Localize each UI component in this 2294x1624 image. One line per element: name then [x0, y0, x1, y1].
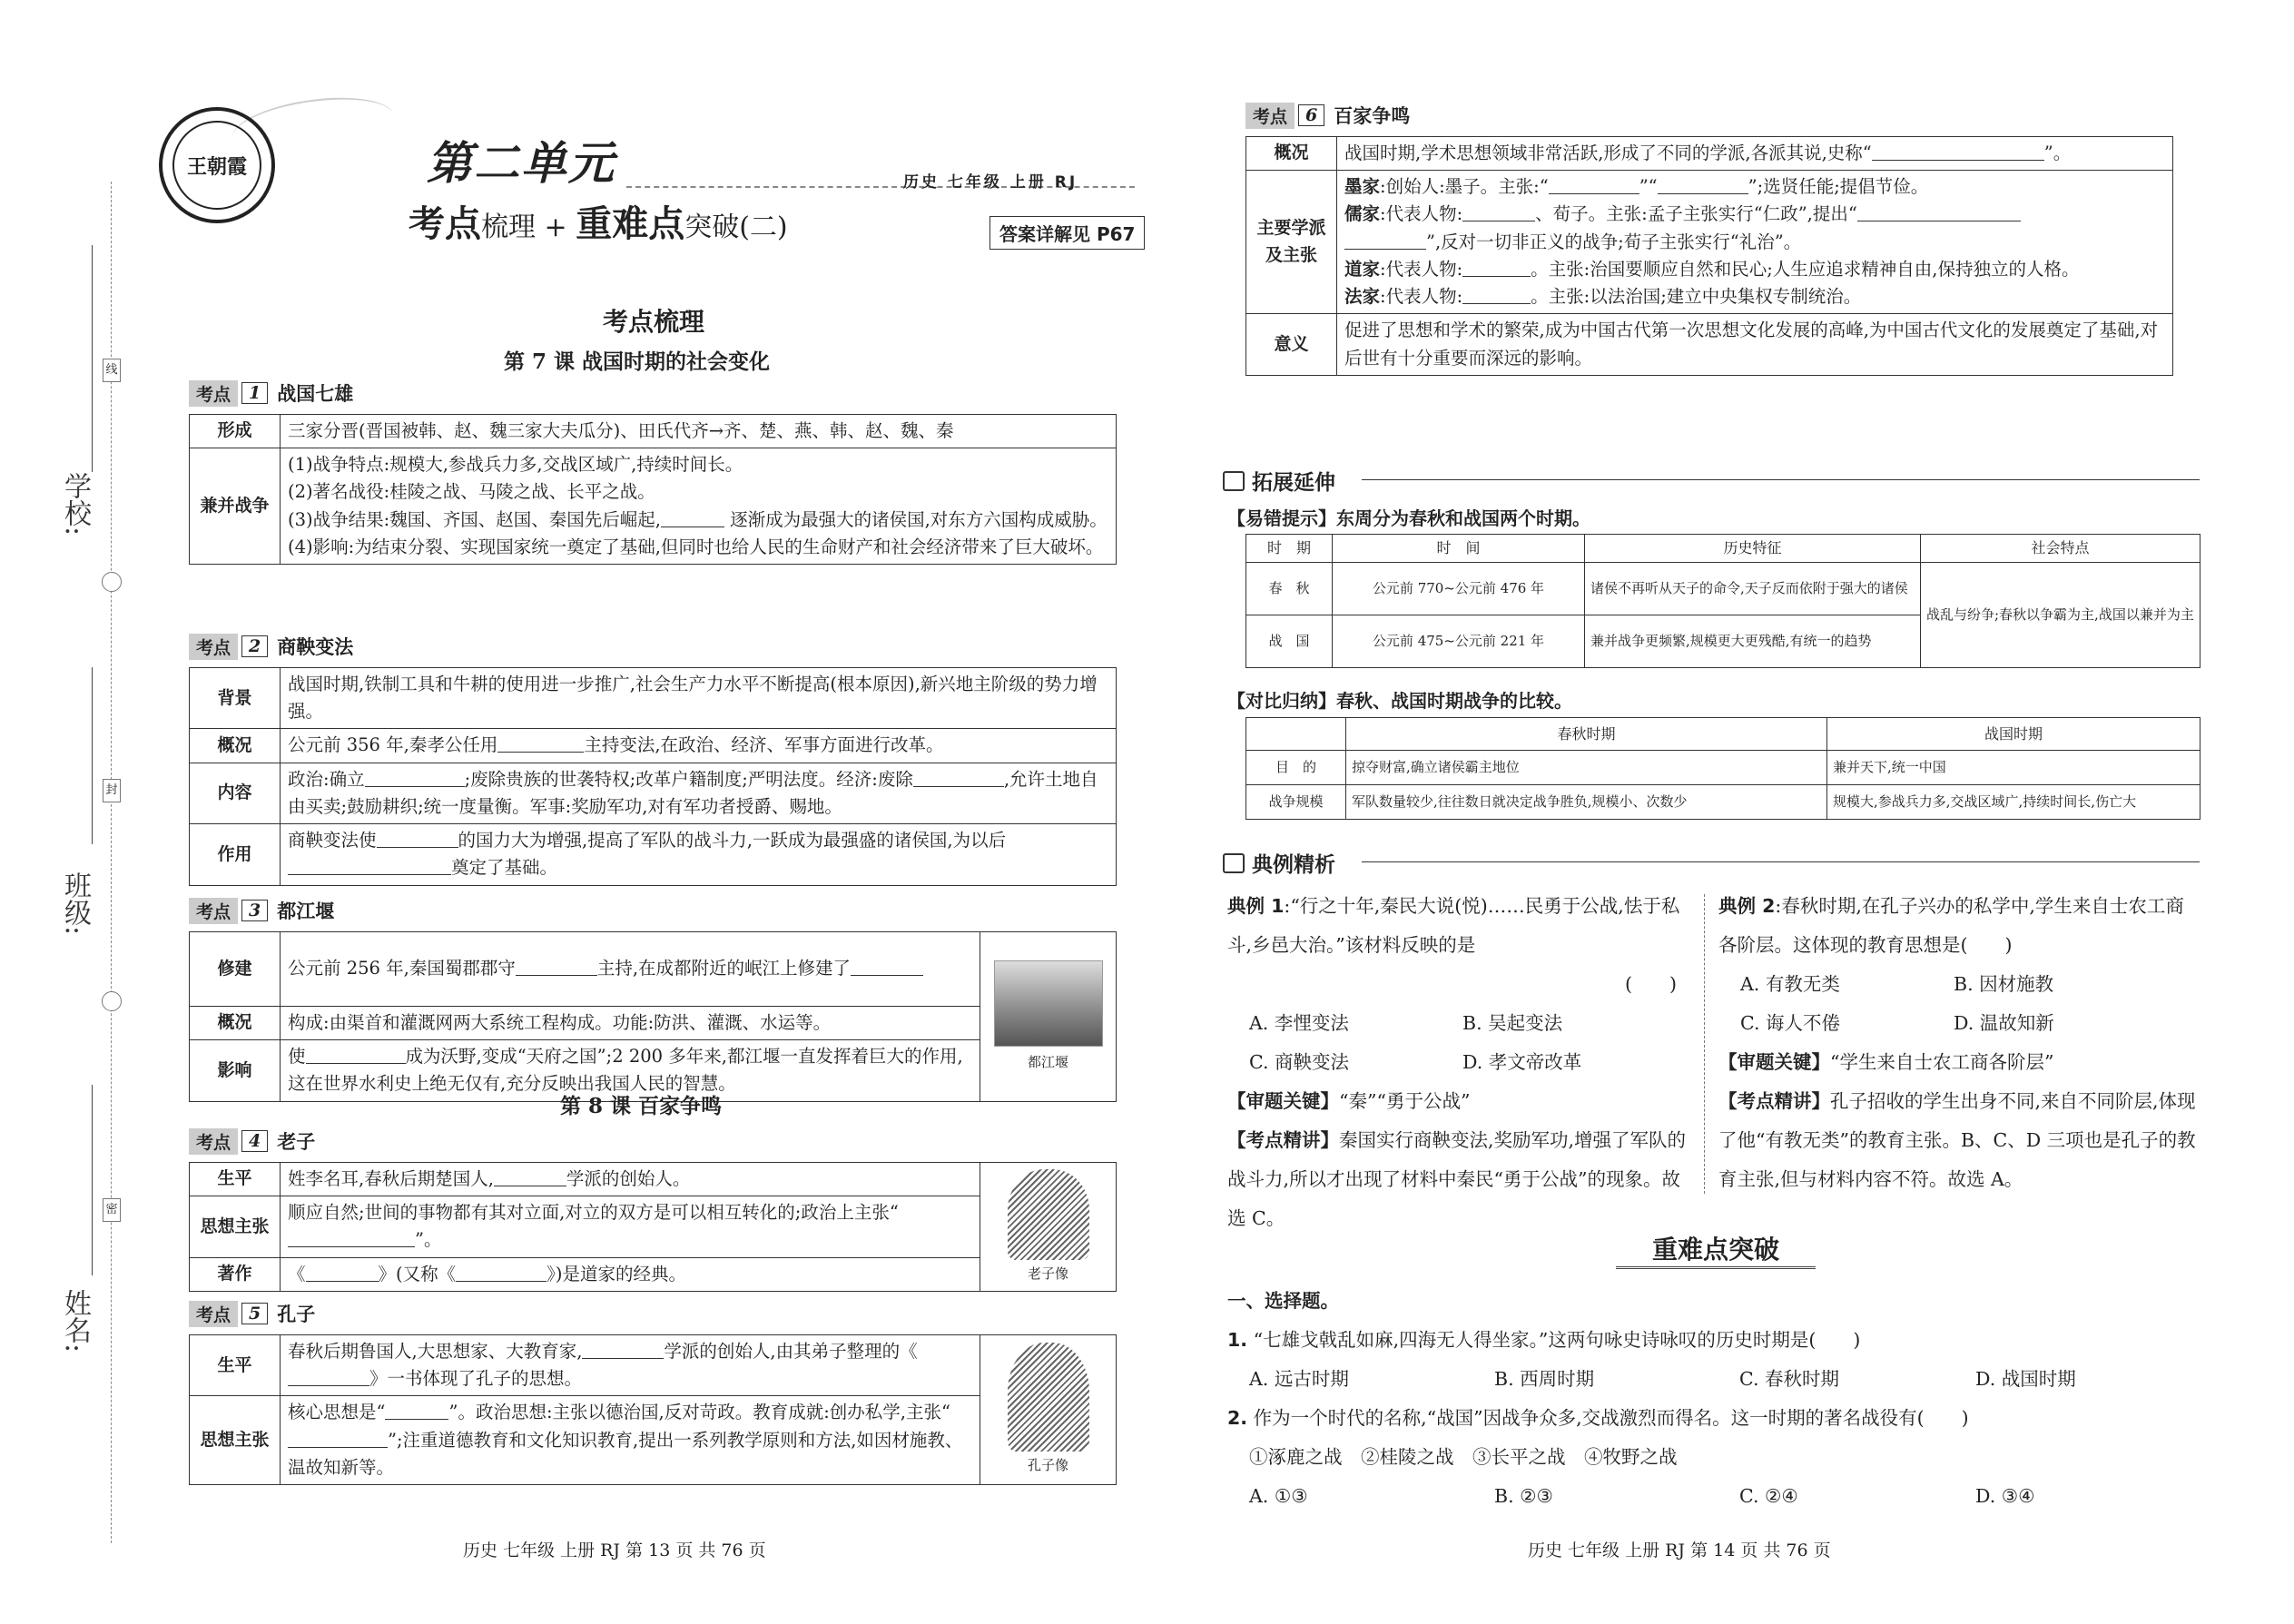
- name-label: 姓名:: [59, 1289, 91, 1353]
- example-divider: [1704, 894, 1705, 1194]
- kd3-header: 考点 3 都江堰: [189, 897, 334, 924]
- class-label: 班级:: [59, 871, 91, 936]
- question-2: 2. 作为一个时代的名称,“战国”因战争众多,交战激烈而得名。这一时期的著名战役有( ): [1227, 1407, 1969, 1429]
- kd2-table: 背景 战国时期,铁制工具和牛耕的使用进一步推广,社会生产力水平不断提高(根本原因),新兴地主阶级的势力增强。 概况 公元前 356 年,秦孝公任用 主持变法,在政治、经济、军事方面进行改革。 内容 政治:确立 ;废除贵族的世袭特权;改革户籍制度;严明法度。经济:废除 ,允许土地自由买卖;鼓励耕织;统一度量衡。军事:奖励军功,对有军功者授爵、赐地。 作用 商鞅变法使 的国力大为增强,提高了军队的战斗力,一跃成为最强盛的诸侯国,为以后奠定了基础。: [189, 667, 1117, 886]
- pencil-note-icon: [1223, 471, 1245, 491]
- brand-logo: [159, 107, 275, 223]
- kd3-table: 修建 公元前 256 年,秦国蜀郡郡守 主持,在成都附近的岷江上修建了 都江堰 概况 构成:由渠首和灌溉网两大系统工程构成。功能:防洪、灌溉、水运等。 影响 使 成为沃野,变成“天府之国”;2 200 多年来,都江堰一直发挥着巨大的作用,这在世界水利史上绝无仅有,充分反映出我国人民的智慧。: [189, 931, 1117, 1102]
- war-details: (1)战争特点:规模大,参战兵力多,交战区域广,持续时间长。 (2)著名战役:桂陵之战、马陵之战、长平之战。 (3)战争结果:魏国、齐国、赵国、秦国先后崛起, 逐渐成为最强大的诸侯国,对东方六国构成威胁。 (4)影响:为结束分裂、实现国家统一奠定了基础,但同时也给人民的生命财产和社会经济带来了巨大破坏。: [281, 448, 1117, 565]
- question-list: 一、选择题。 1. “七雄戈戟乱如麻,四海无人得坐家。”这两句咏史诗咏叹的历史时期是( ) A. 远古时期 B. 西周时期 C. 春秋时期 D. 战国时期 2. 作为一个时代的名称,“战国”因战争众多,交战激烈而得名。这一时期的著名战役有( ) ①涿鹿之战 ②桂陵之战 ③长平之战 ④牧野之战 A. ①③ B. ②③ C. ②④ D. ③④: [1227, 1282, 2199, 1516]
- class-fill-line: [92, 667, 93, 844]
- kd1-table: 形成 三家分晋(晋国被韩、赵、魏三家大夫瓜分)、田氏代齐→齐、楚、燕、韩、赵、魏、秦 兼并战争 (1)战争特点:规模大,参战兵力多,交战区域广,持续时间长。 (2)著名战役:桂陵之战、马陵之战、长平之战。 (3)战争结果:魏国、齐国、赵国、秦国先后崛起, 逐渐成为最强大的诸侯国,对东方六国构成威胁。 (4)影响:为结束分裂、实现国家统一奠定了基础,但同时也给人民的生命财产和社会经济带来了巨大破坏。: [189, 414, 1117, 565]
- binding-hole: [102, 991, 122, 1011]
- tip-compare: 【对比归纳】春秋、战国时期战争的比较。: [1227, 690, 1572, 712]
- example-1: 典例 1:“行之十年,秦民大说(悦)……民勇于公战,怯于私斗,乡邑大治。”该材料反映的是 ( ) A. 李悝变法 B. 吴起变法 C. 商鞅变法 D. 孝文帝改革 【审题关键】“秦”“勇于公战” 【考点精讲】秦国实行商鞅变法,奖励军功,增强了军队的战斗力,所以才出现了材料中秦民“勇于公战”的现象。故选 C。: [1227, 895, 1687, 1229]
- dujiangyan-image: [994, 960, 1103, 1047]
- kd6-header: 考点 6 百家争鸣: [1245, 102, 1410, 129]
- binding-hole: [102, 572, 122, 592]
- kd6-table: 概况 战国时期,学术思想领域非常活跃,形成了不同的学派,各派其说,史称“ ”。 主要学派及主张 墨家:创始人:墨子。主张:“ ”“ ”;选贤任能;提倡节俭。 儒家:代表人物: 、荀子。主张:孟子主张实行“仁政”,提出“ ”,反对一切非正义的战争;荀子主张实行“礼治”。 道家:代表人物: 。主张:治国要顺应自然和民心;人生应追求精神自由,保持独立的人格。 法家:代表人物: 。主张:以法治国;建立中央集权专制统治。 意义 促进了思想和学术的繁荣,成为中国古代第一次思想文化发展的高峰,为中国古代文化的发展奠定了基础,对后世有十分重要而深远的影响。: [1245, 136, 2173, 376]
- dujiangyan-picture: 都江堰: [980, 932, 1117, 1102]
- extension-header: 拓展延伸: [1223, 466, 1335, 496]
- kd1-header: 考点 1 战国七雄: [189, 379, 353, 407]
- tip-easy-mistake: 【易错提示】东周分为春秋和战国两个时期。: [1227, 507, 1590, 529]
- examples-header: 典例精析: [1223, 848, 1335, 878]
- lesson-8-title: 第 8 课 百家争鸣: [560, 1094, 723, 1118]
- school-fill-line: [92, 245, 93, 472]
- kd5-header: 考点 5 孔子: [189, 1300, 315, 1327]
- kd4-header: 考点 4 老子: [189, 1127, 315, 1155]
- binding-mark-secret: 密: [103, 1198, 121, 1222]
- right-footer: 历史 七年级 上册 RJ 第 14 页 共 76 页: [1528, 1540, 1831, 1560]
- examples-divider: [1362, 861, 2200, 862]
- lesson-7-title: 第 7 课 战国时期的社会变化: [504, 349, 771, 374]
- left-footer: 历史 七年级 上册 RJ 第 13 页 共 76 页: [463, 1540, 766, 1560]
- pencil-note-icon: [1223, 853, 1245, 873]
- section-title: 考点梳理: [602, 307, 704, 337]
- laozi-portrait: 老子像: [980, 1163, 1117, 1292]
- kd2-header: 考点 2 商鞅变法: [189, 633, 353, 660]
- school-label: 学校:: [59, 472, 91, 536]
- course-meta: 历史 七年级 上册 RJ: [903, 173, 1078, 192]
- kd4-table: 生平 姓李名耳,春秋后期楚国人, 学派的创始人。 老子像 思想主张 顺应自然;世间的事物都有其对立面,对立的双方是可以相互转化的;政治上主张“”。 著作 《 》(又称《 》)是道家的经典。: [189, 1162, 1117, 1292]
- answer-reference: 答案详解见 P67: [989, 216, 1145, 250]
- binding-dashed-line: [111, 182, 112, 1543]
- name-fill-line: [92, 1085, 93, 1275]
- confucius-image: [1008, 1343, 1089, 1452]
- binding-mark-line: 线: [103, 359, 121, 382]
- page-subtitle: 考点梳理 + 重难点突破(二): [409, 202, 788, 245]
- extension-divider: [1362, 479, 2200, 480]
- break-section-title: 重难点突破: [1616, 1230, 1816, 1269]
- binding-mark-seal: 封: [103, 779, 121, 802]
- example-2: 典例 2:春秋时期,在孔子兴办的私学中,学生来自士农工商各阶层。这体现的教育思想是( ) A. 有教无类 B. 因材施教 C. 诲人不倦 D. 温故知新 【审题关键】“学生来自士农工商各阶层” 【考点精讲】孔子招收的学生出身不同,来自不同阶层,体现了他“有教无类”的教育主张。B、C、D 三项也是孔子的教育主张,但与材料内容不符。故选 A。: [1718, 895, 2196, 1190]
- kd5-table: 生平 春秋后期鲁国人,大思想家、大教育家, 学派的创始人,由其弟子整理的《》一书体现了孔子的思想。 孔子像 思想主张 核心思想是“ ”。政治思想:主张以德治国,反对苛政。教育成就:创办私学,主张“”;注重道德教育和文化知识教育,提出一系列教学原则和方法,如因材施教、温故知新等。: [189, 1334, 1117, 1485]
- period-table: 时 期 时 间 历史特征 社会特点 春 秋 公元前 770~公元前 476 年 诸侯不再听从天子的命令,天子反而依附于强大的诸侯 战乱与纷争;春秋以争霸为主,战国以兼并为主 战 国 公元前 475~公元前 221 年 兼并战争更频繁,规模更大更残酷,有统一的趋势: [1245, 534, 2200, 668]
- laozi-image: [1008, 1169, 1089, 1260]
- logo-text: 王朝霞: [172, 121, 261, 210]
- confucius-portrait: 孔子像: [980, 1335, 1117, 1485]
- unit-title: 第二单元: [427, 136, 615, 190]
- question-1: 1. “七雄戈戟乱如麻,四海无人得坐家。”这两句咏史诗咏叹的历史时期是( ): [1227, 1329, 1861, 1351]
- war-compare-table: 春秋时期 战国时期 目 的 掠夺财富,确立诸侯霸主地位 兼并天下,统一中国 战争规模 军队数量较少,往往数日就决定战争胜负,规模小、次数少 规模大,参战兵力多,交战区域广,持续时间长,伤亡大: [1245, 717, 2200, 820]
